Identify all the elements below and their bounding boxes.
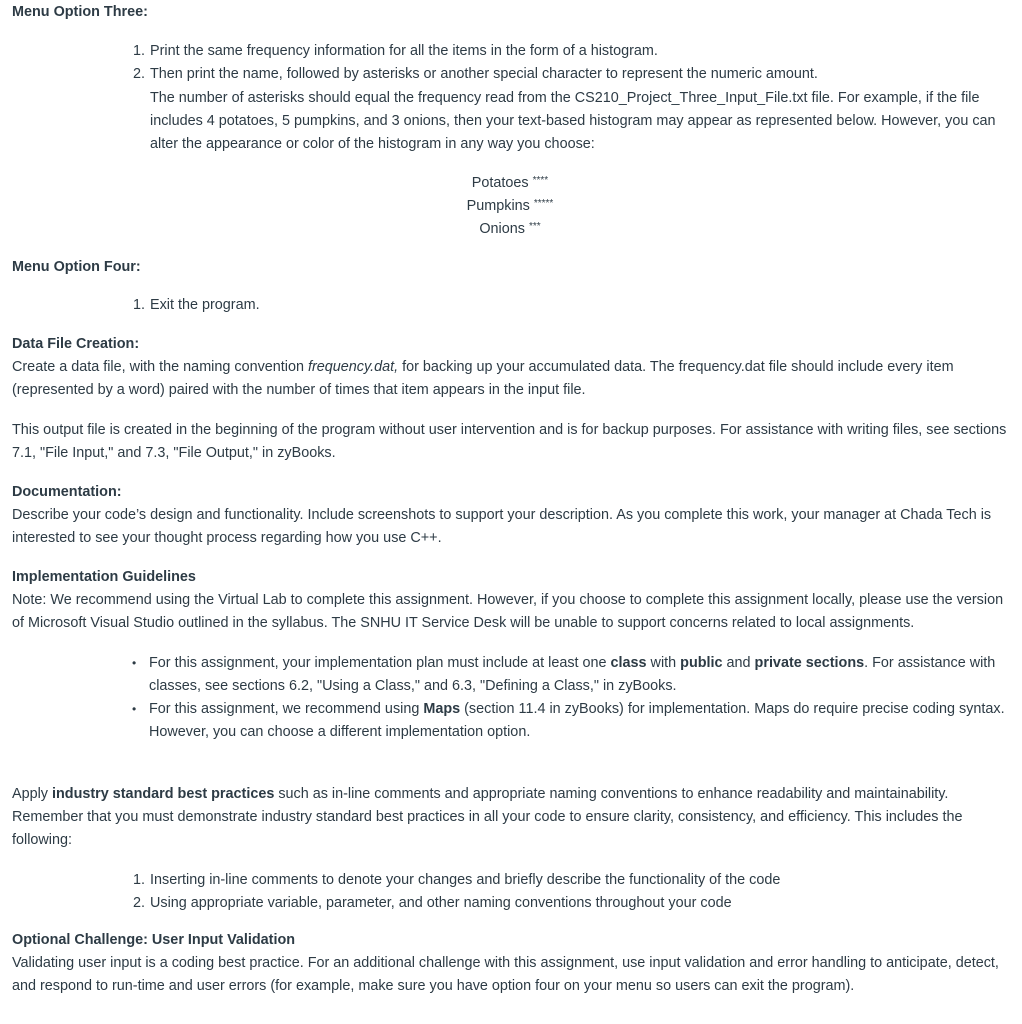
menu-option-four-section — [12, 256, 1008, 317]
histogram-row — [12, 195, 1008, 218]
list-item-text: Then print the name, followed by asterisks or another special character to represent the numeric amount. — [150, 66, 818, 83]
implementation-heading: Implementation Guidelines — [12, 569, 196, 585]
text-run: (section 11.4 in zyBooks) for implementation. Maps do require precise coding syntax. However, you can choose a different implementation option. — [149, 701, 1005, 741]
best-practices-list — [12, 869, 1008, 915]
text-run: Apply — [12, 786, 52, 802]
implementation-paragraph: Note: We recommend using the Virtual Lab to complete this assignment. However, if you choose to complete this assignment locally, please use the version of Microsoft Visual Studio outlined in the syllabus. The SNHU IT Service Desk will be unable to support concerns related to local assignments. — [12, 592, 1004, 632]
histogram-row — [12, 218, 1008, 241]
histogram-row — [12, 172, 1008, 195]
list-item-detail: The number of asterisks should equal the frequency read from the CS210_Project_Three_Input_File.txt file. For example, if the file includes 4 potatoes, 5 pumpkins, and 3 onions, then your text-based histogram may appear as represented below. However, you can alter the appearance or color of the histogram in any way you choose: — [150, 89, 996, 153]
list-item: 2. Using appropriate variable, parameter, and other naming conventions throughout your code — [149, 892, 1008, 915]
menu-option-three-list — [12, 40, 1008, 156]
menu-option-three-section — [12, 1, 1008, 241]
implementation-section — [12, 566, 1008, 744]
data-file-section — [12, 333, 1008, 465]
list-item: 1. Inserting in-line comments to denote your changes and briefly describe the functionality of the code — [149, 869, 1008, 892]
list-item — [149, 63, 1008, 156]
documentation-section — [12, 481, 1008, 551]
histogram-item-name: Pumpkins — [466, 198, 530, 215]
challenge-heading: Optional Challenge: User Input Validation — [12, 932, 296, 948]
best-practices-section — [12, 783, 1008, 915]
text-run: . For assistance with classes, see sections 6.2, "Using a Class," and 6.3, "Defining a Class," in zyBooks. — [149, 654, 996, 694]
menu-option-three-heading: Menu Option Three: — [12, 4, 148, 20]
data-file-paragraph-2: This output file is created in the beginning of the program without user intervention and is for backup purposes. For assistance with writing files, see sections 7.1, "File Input," and 7.3, "File Output," in zyBooks. — [12, 421, 1007, 461]
histogram-item-name: Onions — [479, 221, 525, 238]
data-file-heading: Data File Creation: — [12, 336, 140, 352]
text-run: such as in-line comments and appropriate naming conventions to enhance readability and maintainability. Remember that you must demonstrate industry standard best practices in all your code to ensure clarity, consistency, and efficiency. This includes the following: — [12, 786, 963, 849]
list-item — [149, 652, 1008, 698]
text-run: for backing up your accumulated data. The frequency.dat file should include every item (represented by a word) paired with the number of times that item appears in the input file. — [12, 359, 954, 399]
documentation-heading: Documentation: — [12, 484, 122, 500]
filename-emphasis: frequency.dat, — [308, 359, 399, 376]
histogram-item-stars: ***** — [533, 198, 554, 210]
challenge-section — [12, 929, 1008, 999]
text-run: Create a data file, with the naming convention — [12, 359, 308, 376]
bold-term: industry standard best practices — [52, 786, 275, 802]
text-run: and — [722, 654, 755, 671]
bold-term: private sections — [754, 654, 865, 671]
text-run: For this assignment, we recommend using — [149, 701, 424, 718]
text-histogram — [12, 172, 1008, 241]
text-run: For this assignment, your implementation plan must include at least one — [149, 654, 611, 671]
list-item: 1. Exit the program. — [149, 294, 1008, 317]
challenge-paragraph: Validating user input is a coding best practice. For an additional challenge with this assignment, use input validation and error handling to anticipate, detect, and respond to run-time and user errors (for example, make sure you have option four on your menu so users can exit the program). — [12, 955, 999, 995]
best-practices-paragraph — [12, 783, 1008, 853]
list-item: 1. Print the same frequency information for all the items in the form of a histogram. — [149, 40, 1008, 63]
histogram-item-stars: *** — [528, 221, 541, 233]
text-run: with — [646, 654, 681, 671]
menu-option-four-list — [12, 294, 1008, 317]
data-file-paragraph — [12, 356, 1008, 402]
bold-term: class — [610, 654, 647, 671]
bold-term: Maps — [423, 701, 461, 718]
implementation-bullets — [12, 652, 1008, 745]
bold-term: public — [680, 654, 723, 671]
documentation-paragraph: Describe your code’s design and functionality. Include screenshots to support your description. As you complete this work, your manager at Chada Tech is interested to see your thought process regarding how you use C++. — [12, 507, 992, 547]
histogram-item-stars: **** — [532, 175, 549, 187]
list-item — [149, 698, 1008, 744]
menu-option-four-heading: Menu Option Four: — [12, 259, 141, 275]
histogram-item-name: Potatoes — [471, 175, 529, 192]
